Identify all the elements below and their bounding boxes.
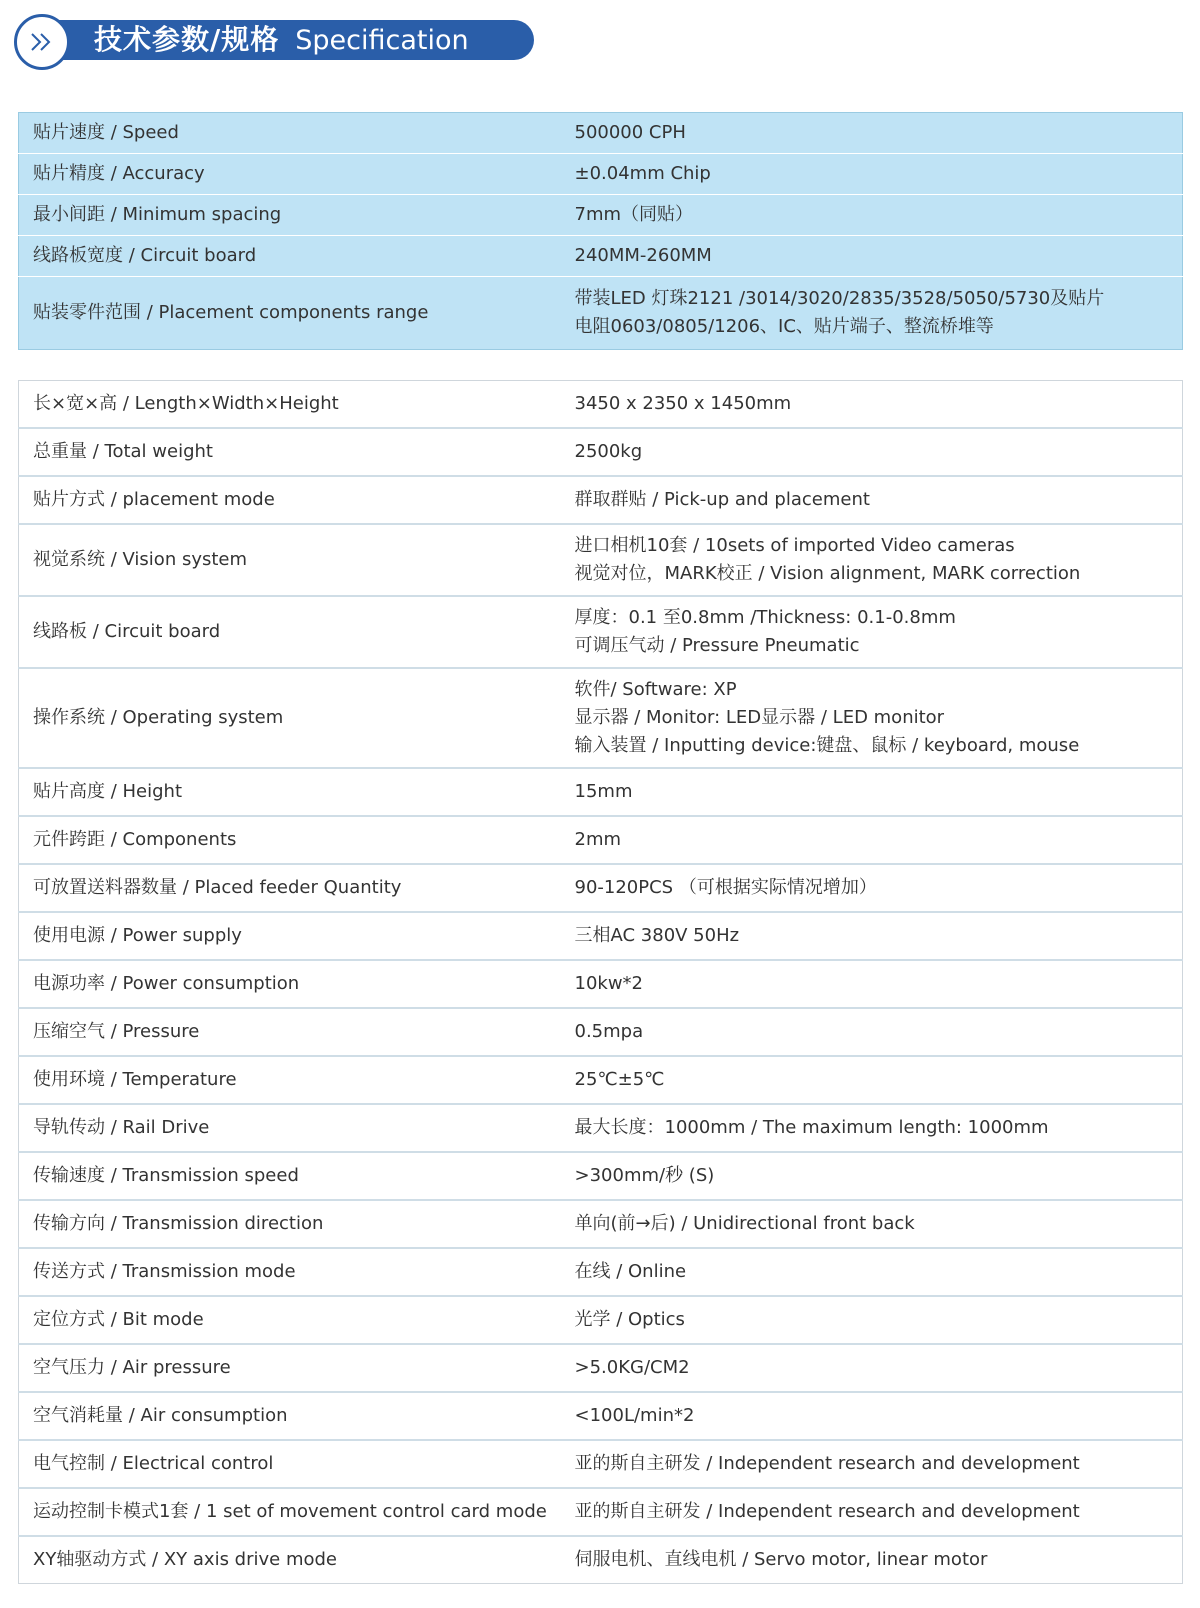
spec-value-line: 三相AC 380V 50Hz: [574, 925, 740, 946]
spec-row: [19, 864, 1183, 912]
spec-label: 视觉系统 / Vision system: [19, 524, 557, 596]
spec-label: 运动控制卡模式1套 / 1 set of movement control card mode: [19, 1488, 557, 1536]
spec-value: [557, 596, 1183, 668]
spec-value: [557, 476, 1183, 524]
spec-label: 定位方式 / Bit mode: [19, 1296, 557, 1344]
spec-value-line: 25℃±5℃: [574, 1069, 665, 1090]
spec-row: [19, 1152, 1183, 1200]
spec-value-line: <100L/min*2: [574, 1405, 695, 1426]
spec-row: [19, 524, 1183, 596]
spec-row: [19, 1248, 1183, 1296]
spec-row: [19, 668, 1183, 768]
spec-value: [557, 1152, 1183, 1200]
spec-value-line: >5.0KG/CM2: [574, 1357, 690, 1378]
spec-label: 线路板宽度 / Circuit board: [19, 236, 557, 277]
spec-value-line: 10kw*2: [574, 973, 644, 994]
spec-value-line: 伺服电机、直线电机 / Servo motor, linear motor: [574, 1549, 988, 1570]
spec-row: [19, 1104, 1183, 1152]
spec-value: [557, 154, 1183, 195]
spec-label: 传输方向 / Transmission direction: [19, 1200, 557, 1248]
spec-value-line: 15mm: [574, 781, 633, 802]
spec-value: [557, 524, 1183, 596]
spec-label: XY轴驱动方式 / XY axis drive mode: [33, 1549, 337, 1570]
spec-value: [557, 381, 1183, 429]
spec-value: [557, 1056, 1183, 1104]
spec-value-line: 500000 CPH: [574, 122, 686, 143]
detail-spec-table: [18, 380, 1183, 1584]
spec-row: [19, 1008, 1183, 1056]
spec-row: [19, 113, 1183, 154]
spec-value: [557, 1392, 1183, 1440]
spec-value: [557, 1344, 1183, 1392]
spec-row: [19, 912, 1183, 960]
spec-row: [19, 960, 1183, 1008]
spec-label: 空气压力 / Air pressure: [19, 1344, 557, 1392]
spec-value-line: 0.5mpa: [574, 1021, 644, 1042]
spec-value: [557, 113, 1183, 154]
spec-label: 贴片精度 / Accuracy: [19, 154, 557, 195]
spec-label: 长×宽×高 / Length×Width×Height: [19, 381, 557, 429]
double-chevron-right-icon: [14, 14, 70, 70]
spec-value-line: 3450 x 2350 x 1450mm: [574, 393, 792, 414]
spec-row: [19, 596, 1183, 668]
spec-label: 贴片速度 / Speed: [19, 113, 557, 154]
spec-value: [557, 960, 1183, 1008]
spec-value: [557, 428, 1183, 476]
spec-value: [557, 912, 1183, 960]
spec-value-line: 在线 / Online: [574, 1261, 687, 1282]
spec-label: 使用环境 / Temperature: [19, 1056, 557, 1104]
spec-value: [557, 816, 1183, 864]
spec-value: [557, 1008, 1183, 1056]
spec-value-line: 最大长度：1000mm / The maximum length: 1000mm: [574, 1117, 1049, 1138]
spec-row: [19, 768, 1183, 816]
spec-label: 导轨传动 / Rail Drive: [19, 1104, 557, 1152]
spec-value-line: 可调压气动 / Pressure Pneumatic: [574, 635, 860, 656]
spec-label: 压缩空气 / Pressure: [19, 1008, 557, 1056]
spec-row: [19, 195, 1183, 236]
spec-value: [557, 768, 1183, 816]
spec-label: 操作系统 / Operating system: [19, 668, 557, 768]
spec-value-line: 光学 / Optics: [574, 1309, 685, 1330]
spec-value: [557, 1488, 1183, 1536]
spec-row: [19, 428, 1183, 476]
spec-label: 使用电源 / Power supply: [19, 912, 557, 960]
spec-value-line: 视觉对位，MARK校正 / Vision alignment, MARK correction: [574, 563, 1081, 584]
spec-value-line: 软件/ Software: XP: [574, 679, 737, 700]
spec-label: 总重量 / Total weight: [19, 428, 557, 476]
page-title: [94, 20, 469, 60]
spec-label: 电气控制 / Electrical control: [19, 1440, 557, 1488]
spec-value: [557, 277, 1183, 350]
spec-row: [19, 816, 1183, 864]
spec-row: [19, 154, 1183, 195]
spec-label: 传送方式 / Transmission mode: [19, 1248, 557, 1296]
spec-row: [19, 1296, 1183, 1344]
spec-label: 电源功率 / Power consumption: [19, 960, 557, 1008]
spec-value: [557, 668, 1183, 768]
spec-row: [19, 1440, 1183, 1488]
spec-row: [19, 1488, 1183, 1536]
spec-label: 贴装零件范围 / Placement components range: [33, 302, 429, 323]
spec-value: [557, 195, 1183, 236]
spec-label: 贴片方式 / placement mode: [19, 476, 557, 524]
spec-value-line: 亚的斯自主研发 / Independent research and development: [574, 1453, 1080, 1474]
spec-row: [19, 1056, 1183, 1104]
spec-value-line: 显示器 / Monitor: LED显示器 / LED monitor: [574, 707, 945, 728]
spec-value: [557, 1536, 1183, 1584]
spec-label: 线路板 / Circuit board: [19, 596, 557, 668]
spec-value: [557, 236, 1183, 277]
spec-value-line: 电阻0603/0805/1206、IC、贴片端子、整流桥堆等: [574, 316, 994, 337]
spec-value-line: 亚的斯自主研发 / Independent research and development: [574, 1501, 1080, 1522]
spec-row: [19, 381, 1183, 429]
spec-label: 元件跨距 / Components: [19, 816, 557, 864]
spec-value-line: 90-120PCS （可根据实际情况增加）: [574, 877, 877, 898]
spec-label: 最小间距 / Minimum spacing: [19, 195, 557, 236]
spec-value-line: 240MM-260MM: [574, 245, 712, 266]
spec-value-line: 7mm（同贴）: [574, 204, 694, 225]
spec-label: 传输速度 / Transmission speed: [19, 1152, 557, 1200]
spec-row: [19, 277, 1183, 350]
spec-row: [19, 236, 1183, 277]
spec-value-line: >300mm/秒 (S): [574, 1165, 715, 1186]
spec-value-line: ±0.04mm Chip: [574, 163, 711, 184]
spec-value: [557, 1296, 1183, 1344]
spec-value-line: 厚度：0.1 至0.8mm /Thickness: 0.1-0.8mm: [574, 607, 956, 628]
spec-value: [557, 1248, 1183, 1296]
summary-spec-table: [18, 112, 1183, 350]
spec-value-line: 输入装置 / Inputting device:键盘、鼠标 / keyboard, mouse: [574, 735, 1080, 756]
page-title-en: Specification: [295, 25, 469, 56]
spec-value-line: 群取群贴 / Pick-up and placement: [574, 489, 870, 510]
spec-row: [19, 476, 1183, 524]
spec-row: [19, 1536, 1183, 1584]
spec-value: [557, 1440, 1183, 1488]
spec-value-line: 进口相机10套 / 10sets of imported Video cameras: [574, 535, 1015, 556]
spec-value-line: 2500kg: [574, 441, 643, 462]
spec-value: [557, 1104, 1183, 1152]
spec-row: [19, 1344, 1183, 1392]
spec-row: [19, 1392, 1183, 1440]
spec-row: [19, 1200, 1183, 1248]
spec-value-line: 单向(前→后) / Unidirectional front back: [574, 1213, 915, 1234]
spec-value: [557, 864, 1183, 912]
page-title-zh: 技术参数/规格: [94, 23, 280, 56]
section-header: [14, 14, 534, 74]
spec-label: 空气消耗量 / Air consumption: [19, 1392, 557, 1440]
spec-value: [557, 1200, 1183, 1248]
spec-label: 贴片高度 / Height: [19, 768, 557, 816]
spec-label: 可放置送料器数量 / Placed feeder Quantity: [19, 864, 557, 912]
spec-value-line: 带装LED 灯珠2121 /3014/3020/2835/3528/5050/5730及贴片: [574, 288, 1105, 309]
spec-value-line: 2mm: [574, 829, 622, 850]
